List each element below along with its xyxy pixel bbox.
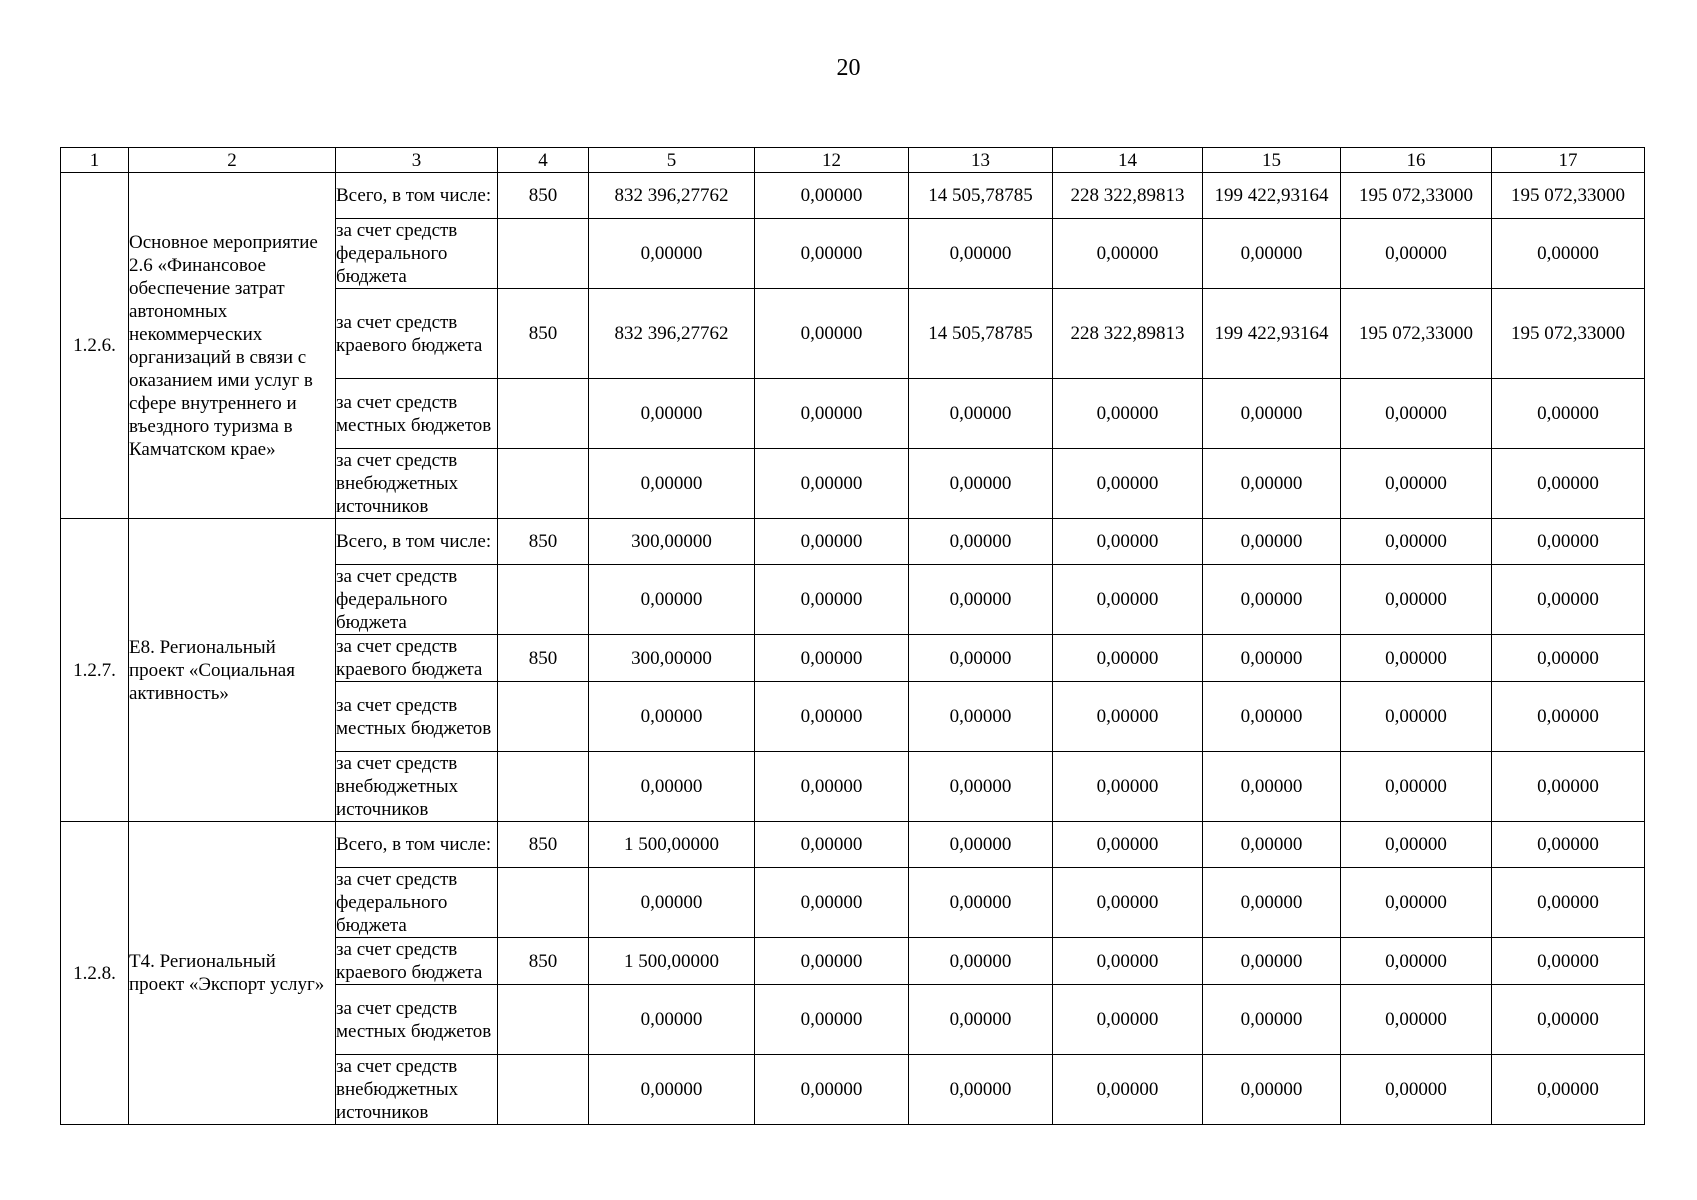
- amount-cell: 0,00000: [909, 822, 1053, 868]
- amount-cell: 0,00000: [755, 635, 909, 682]
- page-number: 20: [836, 55, 861, 81]
- budget-code: [498, 868, 589, 938]
- amount-cell: 0,00000: [1492, 682, 1645, 752]
- amount-cell: 195 072,33000: [1341, 289, 1492, 379]
- amount-cell: 0,00000: [755, 219, 909, 289]
- amount-cell: 0,00000: [909, 519, 1053, 565]
- item-number: 1.2.7.: [61, 519, 129, 822]
- amount-cell: 0,00000: [909, 565, 1053, 635]
- header-cell: 16: [1341, 148, 1492, 173]
- amount-cell: 0,00000: [1053, 822, 1203, 868]
- amount-cell: 0,00000: [1053, 752, 1203, 822]
- amount-cell: 0,00000: [1203, 219, 1341, 289]
- budget-table: [60, 147, 1645, 1125]
- budget-code: 850: [498, 635, 589, 682]
- amount-cell: 0,00000: [1341, 752, 1492, 822]
- budget-code: [498, 682, 589, 752]
- header-cell: 5: [589, 148, 755, 173]
- budget-code: [498, 752, 589, 822]
- amount-cell: 0,00000: [1203, 1055, 1341, 1125]
- amount-cell: 0,00000: [909, 635, 1053, 682]
- amount-cell: 228 322,89813: [1053, 173, 1203, 219]
- header-row: [61, 148, 1645, 173]
- amount-cell: 0,00000: [1341, 635, 1492, 682]
- amount-cell: 0,00000: [589, 449, 755, 519]
- amount-cell: 0,00000: [1341, 449, 1492, 519]
- amount-cell: 195 072,33000: [1341, 173, 1492, 219]
- amount-cell: 0,00000: [1203, 938, 1341, 985]
- funding-source: Всего, в том числе:: [336, 519, 498, 565]
- amount-cell: 0,00000: [1053, 449, 1203, 519]
- amount-cell: 0,00000: [755, 752, 909, 822]
- amount-cell: 0,00000: [589, 682, 755, 752]
- amount-cell: 0,00000: [1492, 379, 1645, 449]
- amount-cell: 0,00000: [755, 379, 909, 449]
- amount-cell: 0,00000: [1203, 985, 1341, 1055]
- amount-cell: 0,00000: [1053, 635, 1203, 682]
- amount-cell: 0,00000: [1053, 682, 1203, 752]
- header-cell: 14: [1053, 148, 1203, 173]
- funding-source: Всего, в том числе:: [336, 822, 498, 868]
- amount-cell: 0,00000: [1492, 219, 1645, 289]
- funding-source: за счет средств внебюджетных источников: [336, 1055, 498, 1125]
- amount-cell: 0,00000: [1341, 219, 1492, 289]
- budget-code: [498, 219, 589, 289]
- amount-cell: 0,00000: [755, 682, 909, 752]
- amount-cell: 0,00000: [589, 565, 755, 635]
- amount-cell: 0,00000: [1203, 519, 1341, 565]
- funding-source: за счет средств краевого бюджета: [336, 289, 498, 379]
- amount-cell: 0,00000: [755, 449, 909, 519]
- header-cell: 2: [129, 148, 336, 173]
- amount-cell: 0,00000: [589, 752, 755, 822]
- budget-code: 850: [498, 938, 589, 985]
- funding-source: за счет средств внебюджетных источников: [336, 449, 498, 519]
- budget-code: [498, 1055, 589, 1125]
- header-cell: 12: [755, 148, 909, 173]
- amount-cell: 0,00000: [1203, 449, 1341, 519]
- item-name: Т4. Региональный проект «Экспорт услуг»: [129, 822, 336, 1125]
- amount-cell: 0,00000: [589, 985, 755, 1055]
- amount-cell: 0,00000: [1341, 938, 1492, 985]
- budget-code: 850: [498, 822, 589, 868]
- amount-cell: 0,00000: [755, 289, 909, 379]
- funding-source: за счет средств федерального бюджета: [336, 219, 498, 289]
- amount-cell: 0,00000: [909, 379, 1053, 449]
- amount-cell: 0,00000: [1203, 682, 1341, 752]
- amount-cell: 0,00000: [1492, 938, 1645, 985]
- budget-code: [498, 985, 589, 1055]
- amount-cell: 0,00000: [755, 938, 909, 985]
- amount-cell: 0,00000: [1492, 822, 1645, 868]
- table-row: [61, 519, 1645, 565]
- amount-cell: 0,00000: [1053, 219, 1203, 289]
- budget-code: [498, 565, 589, 635]
- amount-cell: 0,00000: [1203, 635, 1341, 682]
- amount-cell: 0,00000: [1203, 752, 1341, 822]
- amount-cell: 0,00000: [909, 682, 1053, 752]
- funding-source: за счет средств федерального бюджета: [336, 868, 498, 938]
- amount-cell: 0,00000: [589, 379, 755, 449]
- amount-cell: 0,00000: [755, 173, 909, 219]
- header-cell: 13: [909, 148, 1053, 173]
- amount-cell: 0,00000: [1492, 449, 1645, 519]
- amount-cell: 0,00000: [1203, 379, 1341, 449]
- amount-cell: 0,00000: [1341, 682, 1492, 752]
- amount-cell: 0,00000: [1203, 822, 1341, 868]
- amount-cell: 0,00000: [909, 449, 1053, 519]
- amount-cell: 0,00000: [755, 985, 909, 1055]
- header-cell: 1: [61, 148, 129, 173]
- amount-cell: 228 322,89813: [1053, 289, 1203, 379]
- amount-cell: 0,00000: [909, 868, 1053, 938]
- amount-cell: 14 505,78785: [909, 173, 1053, 219]
- funding-source: за счет средств местных бюджетов: [336, 682, 498, 752]
- amount-cell: 0,00000: [589, 219, 755, 289]
- amount-cell: 0,00000: [1341, 985, 1492, 1055]
- amount-cell: 0,00000: [1053, 868, 1203, 938]
- amount-cell: 0,00000: [755, 822, 909, 868]
- amount-cell: 0,00000: [589, 868, 755, 938]
- amount-cell: 1 500,00000: [589, 822, 755, 868]
- item-number: 1.2.8.: [61, 822, 129, 1125]
- funding-source: за счет средств местных бюджетов: [336, 379, 498, 449]
- amount-cell: 0,00000: [1492, 565, 1645, 635]
- amount-cell: 0,00000: [755, 1055, 909, 1125]
- amount-cell: 0,00000: [909, 938, 1053, 985]
- budget-code: 850: [498, 519, 589, 565]
- amount-cell: 0,00000: [755, 565, 909, 635]
- amount-cell: 0,00000: [1203, 565, 1341, 635]
- funding-source: Всего, в том числе:: [336, 173, 498, 219]
- amount-cell: 0,00000: [755, 868, 909, 938]
- amount-cell: 199 422,93164: [1203, 289, 1341, 379]
- amount-cell: 0,00000: [1053, 519, 1203, 565]
- budget-code: [498, 449, 589, 519]
- amount-cell: 0,00000: [1053, 379, 1203, 449]
- amount-cell: 0,00000: [1492, 752, 1645, 822]
- table-row: [61, 173, 1645, 219]
- amount-cell: 0,00000: [1341, 565, 1492, 635]
- amount-cell: 0,00000: [1341, 379, 1492, 449]
- amount-cell: 195 072,33000: [1492, 173, 1645, 219]
- amount-cell: 0,00000: [1341, 519, 1492, 565]
- header-cell: 4: [498, 148, 589, 173]
- amount-cell: 0,00000: [909, 752, 1053, 822]
- funding-source: за счет средств федерального бюджета: [336, 565, 498, 635]
- amount-cell: 300,00000: [589, 519, 755, 565]
- amount-cell: 0,00000: [1341, 868, 1492, 938]
- amount-cell: 0,00000: [1492, 519, 1645, 565]
- amount-cell: 0,00000: [755, 519, 909, 565]
- funding-source: за счет средств краевого бюджета: [336, 938, 498, 985]
- amount-cell: 0,00000: [589, 1055, 755, 1125]
- amount-cell: 300,00000: [589, 635, 755, 682]
- amount-cell: 0,00000: [1492, 985, 1645, 1055]
- amount-cell: 14 505,78785: [909, 289, 1053, 379]
- item-number: 1.2.6.: [61, 173, 129, 519]
- budget-code: [498, 379, 589, 449]
- amount-cell: 0,00000: [1053, 565, 1203, 635]
- amount-cell: 0,00000: [1053, 1055, 1203, 1125]
- amount-cell: 0,00000: [1341, 822, 1492, 868]
- amount-cell: 0,00000: [1341, 1055, 1492, 1125]
- amount-cell: 0,00000: [909, 219, 1053, 289]
- budget-code: 850: [498, 173, 589, 219]
- header-cell: 17: [1492, 148, 1645, 173]
- amount-cell: 0,00000: [909, 985, 1053, 1055]
- amount-cell: 0,00000: [1053, 938, 1203, 985]
- funding-source: за счет средств краевого бюджета: [336, 635, 498, 682]
- amount-cell: 0,00000: [1492, 635, 1645, 682]
- table-row: [61, 822, 1645, 868]
- header-cell: 15: [1203, 148, 1341, 173]
- header-cell: 3: [336, 148, 498, 173]
- amount-cell: 0,00000: [1492, 868, 1645, 938]
- amount-cell: 195 072,33000: [1492, 289, 1645, 379]
- item-name: Основное мероприятие 2.6 «Финансовое обеспечение затрат автономных некоммерческих организаций в связи с оказанием ими услуг в сфере внутреннего и въездного туризма в Камчатском крае»: [129, 173, 336, 519]
- amount-cell: 832 396,27762: [589, 289, 755, 379]
- amount-cell: 0,00000: [909, 1055, 1053, 1125]
- amount-cell: 1 500,00000: [589, 938, 755, 985]
- amount-cell: 0,00000: [1492, 1055, 1645, 1125]
- funding-source: за счет средств местных бюджетов: [336, 985, 498, 1055]
- item-name: Е8. Региональный проект «Социальная активность»: [129, 519, 336, 822]
- amount-cell: 832 396,27762: [589, 173, 755, 219]
- amount-cell: 199 422,93164: [1203, 173, 1341, 219]
- funding-source: за счет средств внебюджетных источников: [336, 752, 498, 822]
- amount-cell: 0,00000: [1053, 985, 1203, 1055]
- amount-cell: 0,00000: [1203, 868, 1341, 938]
- budget-code: 850: [498, 289, 589, 379]
